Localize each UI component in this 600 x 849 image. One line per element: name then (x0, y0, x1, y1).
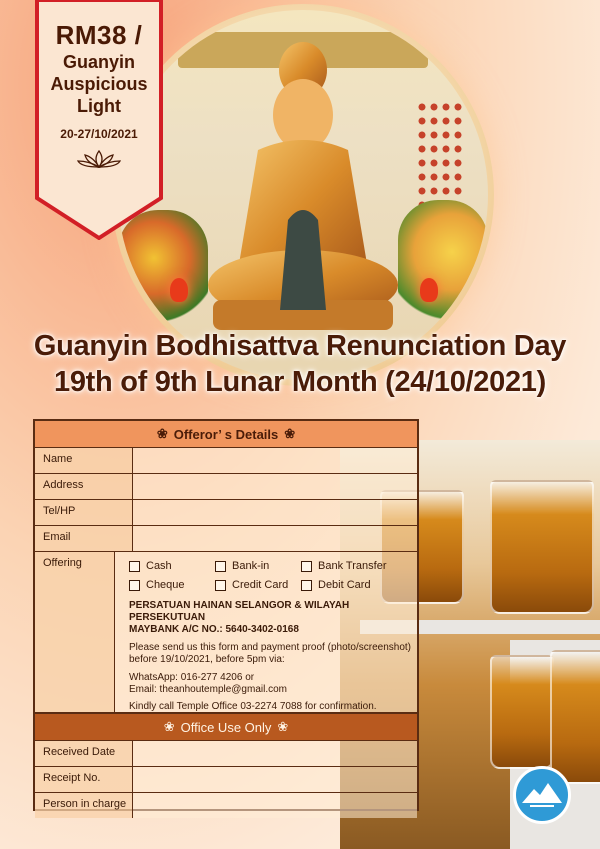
email-field[interactable] (133, 526, 417, 551)
office-header-label: Office Use Only (180, 719, 272, 735)
address-field[interactable] (133, 474, 417, 499)
option-cash[interactable]: Cash (129, 560, 215, 572)
option-bank-in[interactable]: Bank-in (215, 560, 301, 572)
lotus-icon: ❀ (284, 426, 296, 441)
bank-account: MAYBANK A/C NO.: 5640-3402-0168 (129, 624, 299, 635)
whatsapp-text: WhatsApp: 016-277 4206 or (129, 672, 255, 683)
checkbox-cheque[interactable] (129, 580, 140, 591)
tel-field[interactable] (133, 500, 417, 525)
offering-details (115, 552, 417, 712)
banner-name-1: Guanyin (62, 52, 135, 72)
checkbox-cash[interactable] (129, 561, 140, 572)
form-row-email (35, 526, 417, 552)
bank-name: PERSATUAN HAINAN SELANGOR & WILAYAH PERSEKUTUAN (129, 600, 350, 623)
received-date-field[interactable] (133, 741, 417, 766)
option-cheque[interactable]: Cheque (129, 579, 215, 591)
price-banner-text (35, 20, 163, 173)
receipt-no-field[interactable] (133, 767, 417, 792)
page-title-line1: Guanyin Bodhisattva Renunciation Day (33, 330, 567, 362)
checkbox-bank-transfer[interactable] (301, 561, 312, 572)
form-row-received-date (35, 741, 417, 767)
guanyin-photo (118, 10, 488, 380)
price: RM38 / (55, 20, 143, 50)
payment-options (129, 560, 411, 591)
checkbox-credit-card[interactable] (215, 580, 226, 591)
person-in-charge-field[interactable] (133, 793, 417, 818)
label-name: Name (35, 448, 133, 473)
lotus-icon: ❀ (156, 426, 168, 441)
bank-info (129, 600, 411, 636)
offering-form (33, 419, 419, 811)
name-field[interactable] (133, 448, 417, 473)
offeror-header-label: Offeror’ s Details (173, 426, 279, 442)
form-row-tel (35, 500, 417, 526)
lotus-icon (35, 149, 163, 173)
option-debit-card[interactable]: Debit Card (301, 579, 411, 591)
label-person-in-charge: Person in charge (35, 793, 133, 818)
office-header (35, 713, 417, 741)
label-address: Address (35, 474, 133, 499)
call-text: Kindly call Temple Office 03-2274 7088 for confirmation. (129, 701, 377, 712)
lotus-icon: ❀ (163, 719, 175, 734)
logo-icon (513, 766, 571, 824)
instruction-text: Please send us this form and payment proof (photo/screenshot) before 19/10/2021, before 5pm via: (129, 642, 411, 665)
option-credit-card[interactable]: Credit Card (215, 579, 301, 591)
label-received-date: Received Date (35, 741, 133, 766)
guanyin-statue-icon (188, 30, 418, 340)
email-text: Email: theanhoutemple@gmail.com (129, 684, 288, 695)
form-row-address (35, 474, 417, 500)
checkbox-debit-card[interactable] (301, 580, 312, 591)
banner-dates: 20-27/10/2021 (60, 127, 138, 141)
label-tel: Tel/HP (35, 500, 133, 525)
label-email: Email (35, 526, 133, 551)
form-row-offering (35, 552, 417, 713)
option-bank-transfer[interactable]: Bank Transfer (301, 560, 411, 572)
label-offering: Offering (35, 552, 115, 712)
page-title-line2: 19th of 9th Lunar Month (24/10/2021) (54, 366, 546, 398)
offeror-header (35, 421, 417, 448)
lotus-icon: ❀ (277, 719, 289, 734)
banner-name-2: Auspicious (50, 74, 148, 94)
form-row-name (35, 448, 417, 474)
banner-name-3: Light (77, 96, 121, 116)
form-row-receipt-no (35, 767, 417, 793)
label-receipt-no: Receipt No. (35, 767, 133, 792)
form-row-person-in-charge (35, 793, 417, 818)
checkbox-bank-in[interactable] (215, 561, 226, 572)
